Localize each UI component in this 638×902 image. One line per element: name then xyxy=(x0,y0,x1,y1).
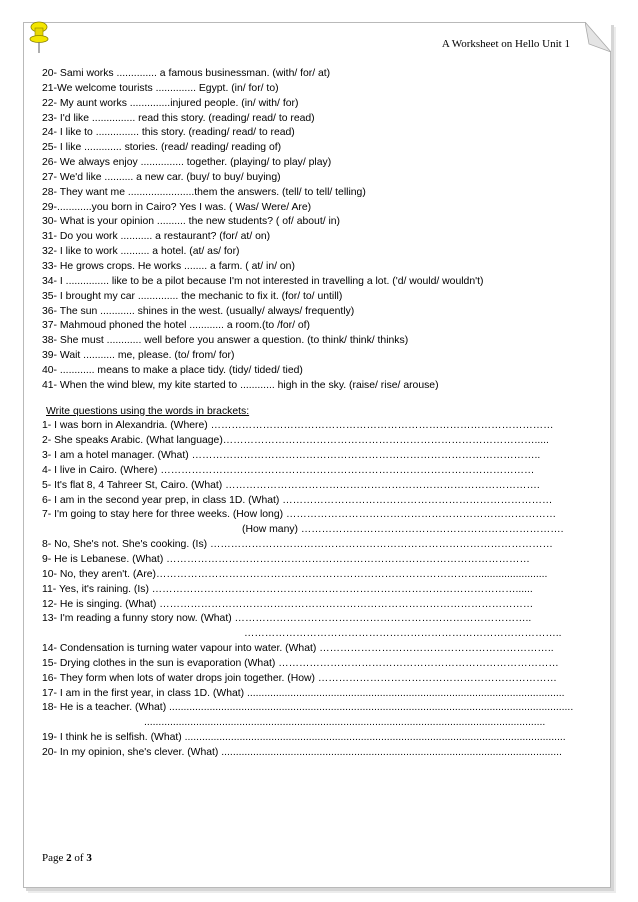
question-list xyxy=(42,419,582,760)
page-curl-icon xyxy=(585,22,611,52)
question-item: 3- I am a hotel manager. (What) ……………………………………………………………………………………….. xyxy=(42,450,541,462)
mcq-item: 21-We welcome tourists .............. Egypt. (in/ for/ to) xyxy=(42,82,279,94)
mcq-item: 35- I brought my car .............. the mechanic to fix it. (for/ to/ untill) xyxy=(42,290,343,302)
question-item: 15- Drying clothes in the sun is evaporation (What) ……………………………………………………………………… xyxy=(42,657,559,669)
mcq-item: 34- I ............... like to be a pilot because I'm not interested in travelling a lot. ('d/ would/ wouldn't) xyxy=(42,275,484,287)
question-item: 17- I am in the first year, in class 1D. (What) .............................................................................................................. xyxy=(42,687,565,699)
question-item: 6- I am in the second year prep, in class 1D. (What) …………………………………………………………………… xyxy=(42,494,553,506)
question-item: 19- I think he is selfish. (What) .................................................................................................................................... xyxy=(42,732,566,744)
mcq-item: 27- We'd like .......... a new car. (buy/ to buy/ buying) xyxy=(42,171,281,183)
question-item: 20- In my opinion, she's clever. (What) ...................................................................................................................... xyxy=(42,746,562,758)
section-heading: Write questions using the words in brackets: xyxy=(46,405,250,417)
mcq-item: 38- She must ............ well before you answer a question. (to think/ think/ thinks) xyxy=(42,335,409,347)
mcq-item: 24- I like to ............... this story. (reading/ read/ to read) xyxy=(42,127,295,139)
question-item: 8- No, She's not. She's cooking. (Is) ……………………………………………………………………………………… xyxy=(42,539,553,551)
question-item: 18- He is a teacher. (What) ............................................................................................................................................ xyxy=(42,702,574,714)
multiple-choice-list xyxy=(42,67,582,394)
current-page: 2 xyxy=(66,852,72,864)
of-label: of xyxy=(74,852,84,864)
mcq-item: 20- Sami works .............. a famous businessman. (with/ for/ at) xyxy=(42,68,331,79)
question-item: 7- I'm going to stay here for three weeks. (How long) …………………………………………………………………… xyxy=(42,509,557,521)
page-label: Page xyxy=(42,852,64,864)
mcq-item: 32- I like to work .......... a hotel. (at/ as/ for) xyxy=(42,246,240,258)
question-item: 16- They form when lots of water drops join together. (How) …………………………………………………………… xyxy=(42,672,557,684)
mcq-item: 26- We always enjoy ............... together. (playing/ to play/ play) xyxy=(42,157,332,169)
mcq-item: 37- Mahmoud phoned the hotel ............ a room.(to /for/ of) xyxy=(42,320,310,332)
push-pin-icon xyxy=(28,20,50,54)
mcq-item: 36- The sun ............ shines in the west. (usually/ always/ frequently) xyxy=(42,305,355,317)
worksheet-title: A Worksheet on Hello Unit 1 xyxy=(441,38,570,50)
mcq-item: 41- When the wind blew, my kite started to ............ high in the sky. (raise/ rise/ arouse) xyxy=(42,379,439,391)
total-pages: 3 xyxy=(86,852,92,864)
mcq-item: 29-............you born in Cairo? Yes I was. ( Was/ Were/ Are) xyxy=(42,201,312,213)
mcq-item: 25- I like ............. stories. (read/ reading/ reading of) xyxy=(42,142,282,154)
question-item: 13- I'm reading a funny story now. (What) ………………………………………………………………………….. xyxy=(42,613,532,625)
question-item: 5- It's flat 8, 4 Tahreer St, Cairo. (What) ………………………………………………………………………………. xyxy=(42,479,540,491)
mcq-item: 23- I'd like ............... read this story. (reading/ read/ to read) xyxy=(42,112,315,124)
question-item: 11- Yes, it's raining. (Is) ……………………………………………………………………………………………...... xyxy=(42,583,533,595)
question-item-continuation: ……………………………………………………………………………….. xyxy=(244,628,562,640)
question-item: 1- I was born in Alexandria. (Where) ……………………………………………………………………………………… xyxy=(42,420,554,432)
question-item-continuation: ........................................................................................................................................... xyxy=(144,717,546,729)
question-item: 4- I live in Cairo. (Where) ……………………………………………………………………………………………… xyxy=(42,464,535,476)
mcq-item: 22- My aunt works ..............injured people. (in/ with/ for) xyxy=(42,97,299,109)
question-item: 10- No, they aren't. (Are)…………………………………………………………………………………........................ xyxy=(42,568,548,580)
question-item: 14- Condensation is turning water vapour into water. (What) ………………………………………………………….. xyxy=(42,643,554,655)
mcq-item: 40- ............ means to make a place tidy. (tidy/ tided/ tied) xyxy=(42,364,303,376)
mcq-item: 30- What is your opinion .......... the new students? ( of/ about/ in) xyxy=(42,216,341,228)
question-item-continuation: (How many) …………………………………………………………………. xyxy=(242,524,564,536)
worksheet-content xyxy=(42,67,582,761)
mcq-item: 31- Do you work ........... a restaurant? (for/ at/ on) xyxy=(42,231,271,243)
question-item: 12- He is singing. (What) ……………………………………………………………………………………………… xyxy=(42,598,534,610)
page-number xyxy=(42,852,92,864)
question-item: 2- She speaks Arabic. (What language)………………………………………………………………………………..... xyxy=(42,435,549,447)
section-gap xyxy=(42,394,582,405)
question-item: 9- He is Lebanese. (What) …………………………………………………………………………………………… xyxy=(42,554,530,565)
mcq-item: 33- He grows crops. He works ........ a farm. ( at/ in/ on) xyxy=(42,260,295,272)
mcq-item: 39- Wait ........... me, please. (to/ from/ for) xyxy=(42,350,235,362)
mcq-item: 28- They want me .......................them the answers. (tell/ to tell/ telling) xyxy=(42,186,366,198)
